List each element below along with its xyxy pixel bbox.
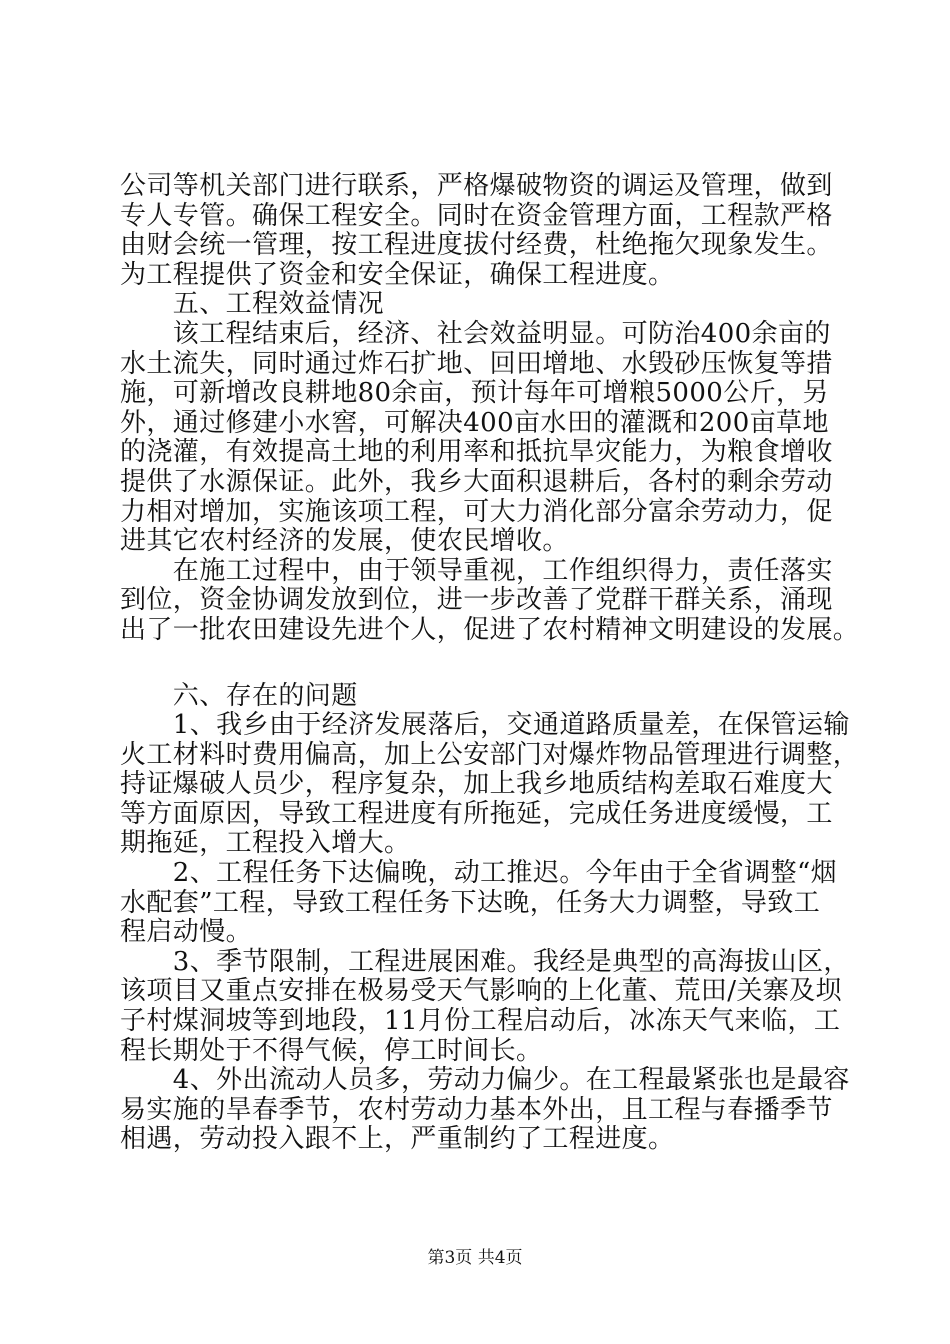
text-line: 期拖延，工程投入增大。 bbox=[120, 828, 411, 859]
text-line: 在施工过程中，由于领导重视，工作组织得力，责任落实 bbox=[120, 555, 833, 586]
text-line: 水土流失，同时通过炸石扩地、回田增地、水毁砂压恢复等措 bbox=[120, 348, 833, 379]
text-line: 火工材料时费用偏高，加上公安部门对爆炸物品管理进行调整， bbox=[120, 739, 860, 770]
text-line: 水配套”工程，导致工程任务下达晚，任务大力调整，导致工 bbox=[120, 887, 821, 918]
text-line: 子村煤洞坡等到地段，11月份工程启动后，冰冻天气来临，工 bbox=[120, 1006, 841, 1037]
text-line: 出了一批农田建设先进个人，促进了农村精神文明建设的发展。 bbox=[120, 614, 860, 645]
text-line: 2、工程任务下达偏晚，动工推迟。今年由于全省调整“烟 bbox=[120, 858, 838, 889]
text-block-problems bbox=[120, 680, 860, 1156]
text-line: 提供了水源保证。此外，我乡大面积退耕后，各村的剩余劳动 bbox=[120, 466, 833, 497]
text-line: 该工程结束后，经济、社会效益明显。可防治400余亩的 bbox=[120, 318, 831, 349]
text-line: 持证爆破人员少，程序复杂，加上我乡地质结构差取石难度大 bbox=[120, 769, 833, 800]
text-line: 由财会统一管理，按工程进度拔付经费，杜绝拖欠现象发生。 bbox=[120, 230, 833, 261]
text-line: 进其它农村经济的发展，使农民增收。 bbox=[120, 526, 569, 557]
page-footer: 第3页 共4页 bbox=[427, 1248, 523, 1268]
text-line: 等方面原因，导致工程进度有所拖延，完成任务进度缓慢，工 bbox=[120, 798, 833, 829]
text-block-benefits bbox=[120, 171, 860, 646]
text-line: 五、工程效益情况 bbox=[120, 289, 385, 320]
text-line: 公司等机关部门进行联系，严格爆破物资的调运及管理，做到 bbox=[120, 171, 833, 201]
text-line: 专人专管。确保工程安全。同时在资金管理方面，工程款严格 bbox=[120, 200, 833, 231]
document-body bbox=[120, 171, 860, 1155]
text-line: 外，通过修建小水窖，可解决400亩水田的灌溉和200亩草地 bbox=[120, 407, 829, 438]
text-line: 相遇，劳动投入跟不上，严重制约了工程进度。 bbox=[120, 1124, 675, 1155]
text-line: 3、季节限制，工程进展困难。我经是典型的高海拔山区， bbox=[120, 946, 850, 977]
text-line: 程长期处于不得气候，停工时间长。 bbox=[120, 1035, 543, 1066]
text-line: 程启动慢。 bbox=[120, 917, 253, 948]
text-line: 力相对增加，实施该项工程，可大力消化部分富余劳动力，促 bbox=[120, 496, 833, 527]
text-line: 施，可新增改良耕地80余亩，预计每年可增粮5000公斤，另 bbox=[120, 378, 829, 409]
text-line: 为工程提供了资金和安全保证，确保工程进度。 bbox=[120, 259, 675, 290]
text-line: 的浇灌，有效提高土地的利用率和抵抗旱灾能力，为粮食增收 bbox=[120, 437, 833, 468]
text-line: 1、我乡由于经济发展落后，交通道路质量差，在保管运输 bbox=[120, 710, 850, 741]
paragraph-gap bbox=[120, 646, 832, 682]
text-line: 易实施的旱春季节，农村劳动力基本外出，且工程与春播季节 bbox=[120, 1094, 833, 1125]
text-line: 4、外出流动人员多，劳动力偏少。在工程最紧张也是最容 bbox=[120, 1065, 850, 1096]
text-line: 该项目又重点安排在极易受天气影响的上化董、荒田/关寨及坝 bbox=[120, 976, 842, 1007]
text-line: 到位，资金协调发放到位，进一步改善了党群干群关系，涌现 bbox=[120, 585, 833, 616]
text-line: 六、存在的问题 bbox=[120, 680, 358, 711]
